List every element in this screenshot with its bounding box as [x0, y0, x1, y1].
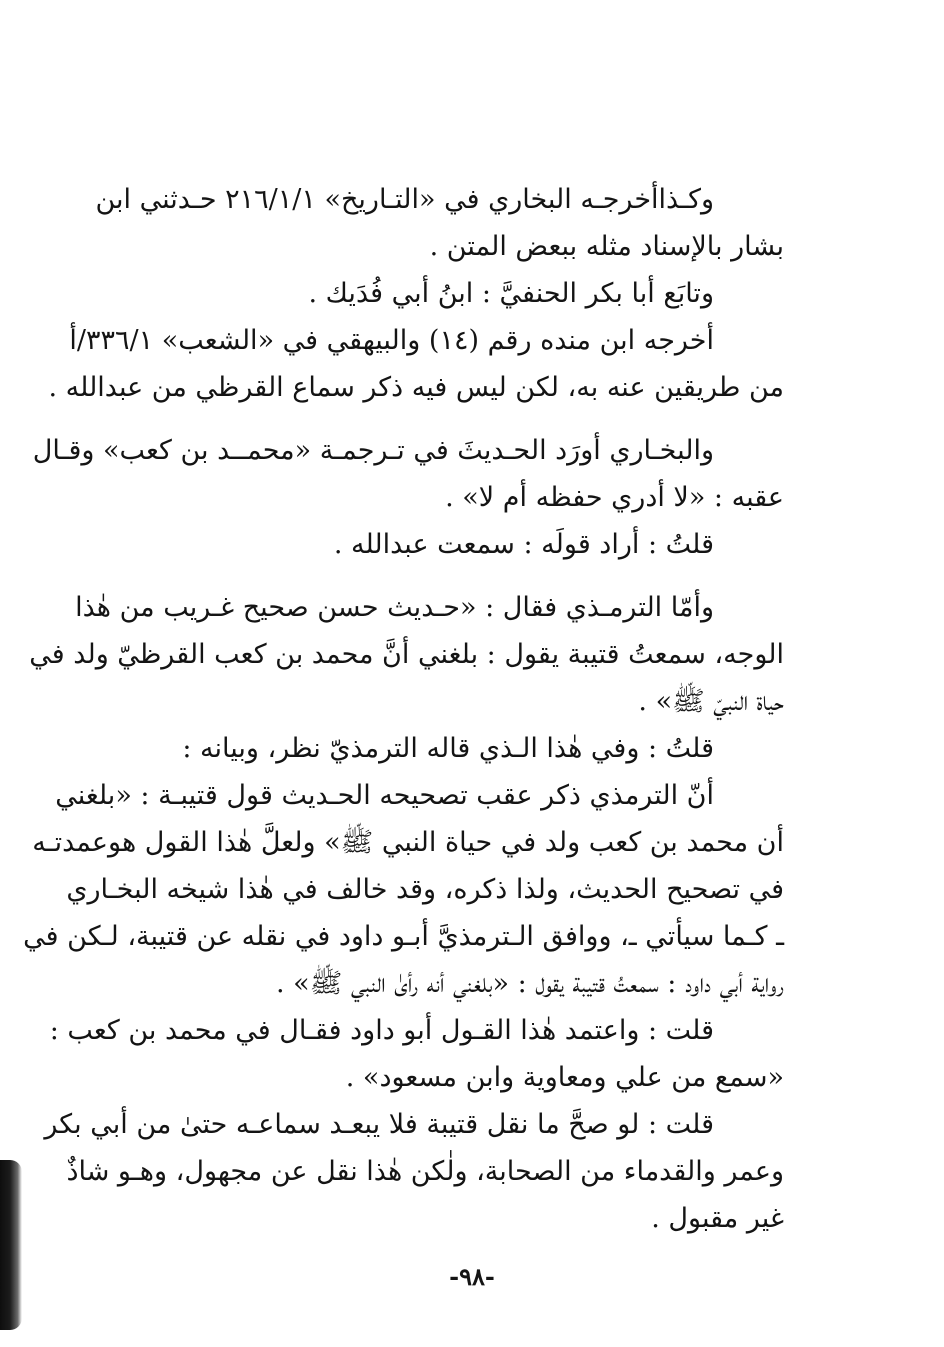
- paragraph: [23, 772, 784, 1007]
- text-line: وتابَع أبا بكر الحنفيَّ : ابنُ أبي فُدَيك .: [308, 278, 714, 309]
- text-line: بشار بالإسناد مثله ببعض المتن .: [429, 231, 784, 262]
- text-line: وأمّا الترمـذي فقال : «حـديث حسن صحيح غـريب من هٰذا: [75, 592, 714, 623]
- text-line: قلتُ : وفي هٰذا الـذي قاله الترمذيّ نظر، وبيانه :: [182, 733, 714, 764]
- paragraph: [48, 317, 784, 411]
- page-number: -٩٨-: [449, 1262, 495, 1291]
- text-line: أنّ الترمذي ذكر عقب تصحيحه الحـديث قول قتيبـة : «بلغني: [55, 780, 714, 811]
- paragraph: [95, 176, 784, 270]
- text-line: غير مقبول .: [651, 1203, 784, 1234]
- text-line: وعمر والقدماء من الصحابة، ولٰكن هٰذا نقل عن مجهول، وهـو شاذٌ: [66, 1156, 784, 1187]
- text-line: الوجه، سمعتُ قتيبة يقول : بلغني أنَّ محمد بن كعب القرظيّ ولد في: [29, 639, 784, 670]
- paragraph: [49, 1007, 784, 1101]
- text-line: قلت : واعتمد هٰذا القـول أبو داود فقـال في محمد بن كعب :: [49, 1015, 714, 1046]
- paragraph-gap: [108, 568, 784, 584]
- paragraph: [44, 1101, 784, 1242]
- text-line: رواية أبي داود : سمعتُ قتيبة يقول : «بلغني أنه رأىٰ النبي ﷺ» .: [276, 968, 784, 999]
- text-line: من طريقين عنه به، لكن ليس فيه ذكر سماع القرظي من عبدالله .: [48, 372, 784, 403]
- paragraph: [29, 584, 784, 725]
- text-line: حياة النبيّ ﷺ» .: [638, 686, 784, 717]
- paragraph: [32, 427, 784, 521]
- paragraph: [108, 270, 784, 317]
- text-line: وكـذاأخرجـه البخاري في «التـاريخ» ٢١٦/١/١ حـدثني ابن: [95, 184, 714, 215]
- text-line: قلتُ : أراد قولَه : سمعت عبدالله .: [333, 529, 714, 560]
- text-line: «سمع من علي ومعاوية وابن مسعود» .: [345, 1062, 784, 1093]
- text-line: عقبه : «لا أدري حفظه أم لا» .: [445, 482, 784, 513]
- text-line: قلت : لو صحَّ ما نقل قتيبة فلا يبعـد سماعـه حتىٰ من أبي بكر: [44, 1109, 714, 1140]
- text-line: ـ كـما سيأتي ـ، ووافق الـترمذيَّ أبـو داود في نقله عن قتيبة، لـكن في: [23, 921, 784, 952]
- text-line: والبخـاري أورَد الحـديثَ في تـرجمـة «محمــد بن كعب» وقـال: [32, 435, 714, 466]
- page-binding-shadow: [0, 1160, 22, 1330]
- paragraph: [108, 725, 784, 772]
- paragraph-gap: [108, 411, 784, 427]
- text-line: أخرجه ابن منده رقم (١٤) والبيهقي في «الشعب» ٣٣٦/١/أ: [69, 325, 714, 356]
- paragraph: [108, 521, 784, 568]
- page-body: [23, 176, 784, 1242]
- text-line: في تصحيح الحديث، ولذا ذكره، وقد خالف في هٰذا شيخه البخـاري: [66, 874, 784, 905]
- text-line: أن محمد بن كعب ولد في حياة النبي ﷺ» ولعلَّ هٰذا القول هوعمدتـه: [32, 827, 784, 858]
